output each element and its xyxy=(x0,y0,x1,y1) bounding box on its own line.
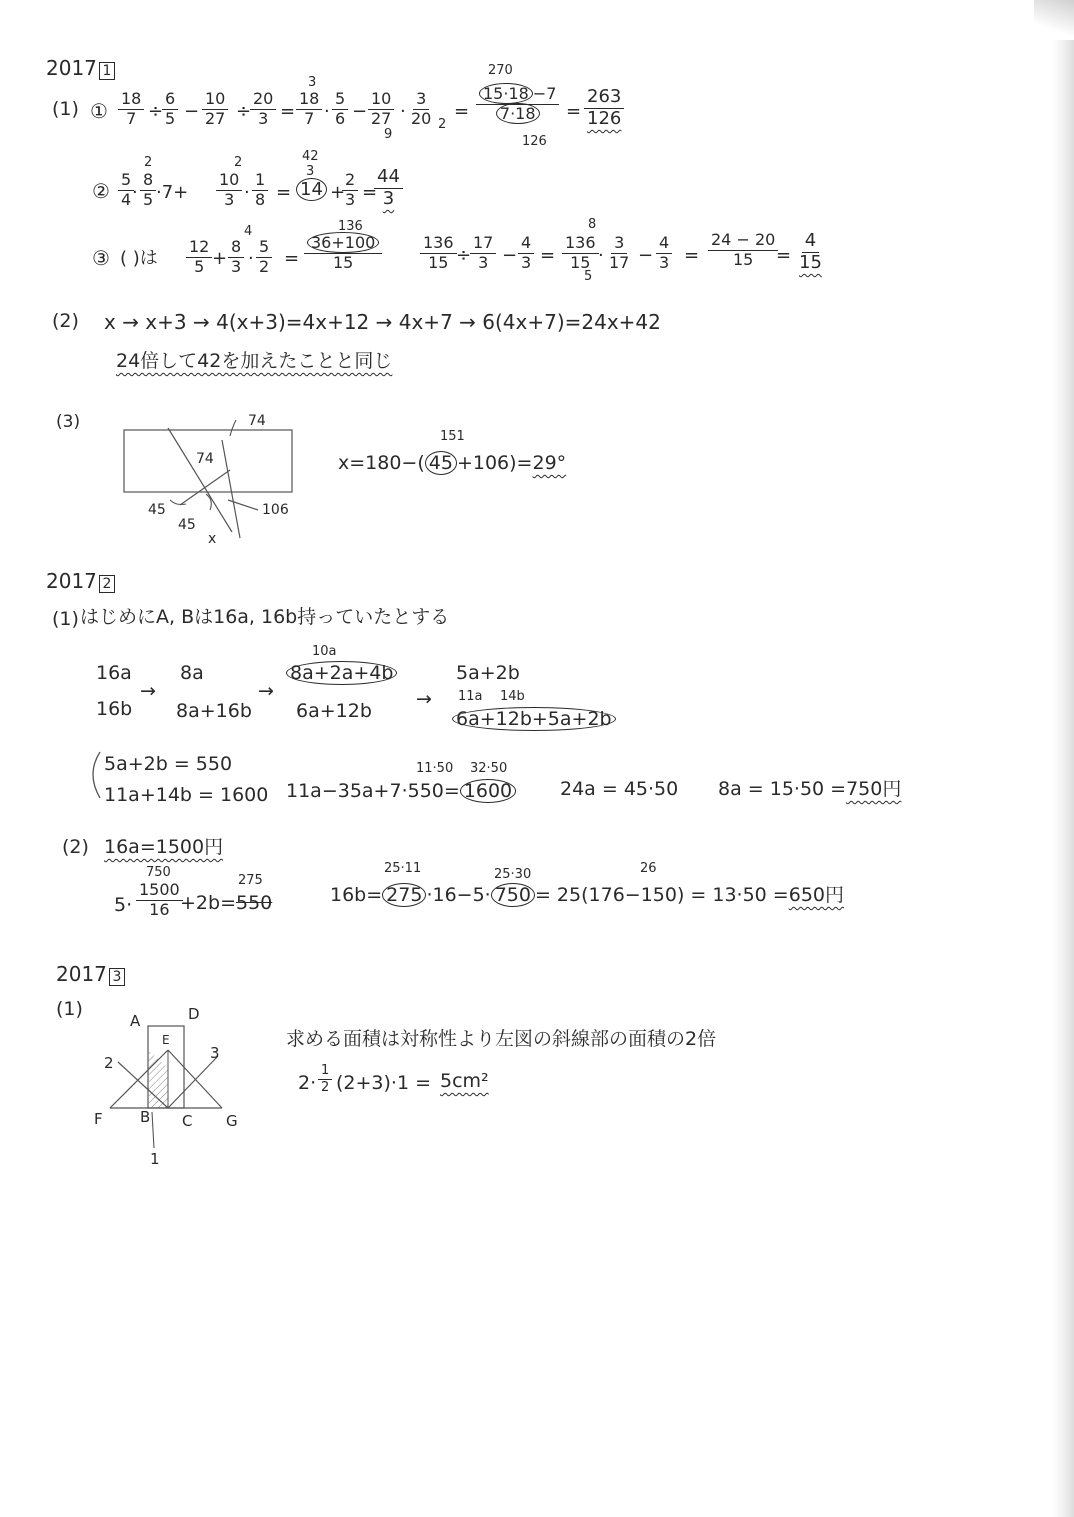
q1-c1-frac7-num: 10 xyxy=(368,91,394,110)
q1-c3-minus2: − xyxy=(638,245,654,266)
q1-part2-line: x → x+3 → 4(x+3)=4x+12 → 4x+7 → 6(4x+7)=24x+42 xyxy=(104,310,661,334)
q1-c2-top3: 3 xyxy=(306,164,315,179)
q1-c3-frac2-den: 3 xyxy=(231,256,242,276)
q1-c1-div1: ÷ xyxy=(148,101,164,122)
q3-calc-pre: 2· xyxy=(298,1072,317,1094)
q2-arrow1: → xyxy=(140,680,156,702)
q1-c3-g1-num: 136 xyxy=(420,235,457,254)
q2-calc-top2: 32·50 xyxy=(470,761,508,776)
q1-c2-eq2: = xyxy=(362,182,378,203)
q1-c2-plus: + xyxy=(330,182,346,203)
q3-fig-D: D xyxy=(188,1005,200,1023)
q1-c3-g3-num: 4 xyxy=(518,235,534,254)
q1-c3-g3-den: 3 xyxy=(521,252,532,272)
q1-c3-g5-num: 3 xyxy=(611,235,627,254)
q2-s3-a-value: 8a+2a+4b xyxy=(286,661,397,685)
q1-c2-top42: 42 xyxy=(302,149,319,164)
q3-fig-G: G xyxy=(226,1112,238,1130)
q2-calc1-text: 11a−35a+7·550= xyxy=(286,780,460,802)
q2-p2-top25-11: 25·11 xyxy=(384,861,422,876)
q2-p2-eq-c: = 25(176−150) = 13·50 = xyxy=(534,884,789,906)
q1-c3-g2-num: 17 xyxy=(470,235,496,254)
q1-c3-g2-den: 3 xyxy=(478,252,489,272)
q1-c2-frac1-den: 4 xyxy=(121,189,132,209)
q3-calc-half-num: 1 xyxy=(318,1064,332,1080)
q1-c3-eq3: = xyxy=(684,245,700,266)
q1-c1-frac4-den: 3 xyxy=(258,108,269,128)
q1-c1-answer-den: 126 xyxy=(587,107,622,129)
q2-calc3-text: 8a = 15·50 = xyxy=(718,778,847,800)
q1-c2-mark: ② xyxy=(92,179,110,203)
q3-statement: 求める面積は対称性より左図の斜線部の面積の2倍 xyxy=(286,1028,717,1050)
q2-p2-pre: 5· xyxy=(114,894,133,916)
q1-c3-frac3-num: 5 xyxy=(256,239,272,258)
q1-c1-div2: ÷ xyxy=(236,101,252,122)
q2-p2-answer: 650円 xyxy=(788,884,844,906)
q2-part1-label: (1) xyxy=(52,608,79,630)
q1-c2-frac3-num: 10 xyxy=(216,172,242,191)
q2-header-number: 2 xyxy=(99,575,115,593)
q1-c1-frac5-den: 7 xyxy=(304,108,315,128)
q1-c2-circled-value: 14 xyxy=(296,178,327,201)
q3-fig-B: B xyxy=(140,1108,151,1126)
q2-calc-top1: 11·50 xyxy=(416,761,454,776)
q2-part2-label: (2) xyxy=(62,836,89,858)
q2-p2-top750: 750 xyxy=(146,865,171,880)
q1-c1-frac2-num: 6 xyxy=(162,91,178,110)
q1-c2-eq1: = xyxy=(276,182,292,203)
fig-label-45a: 45 xyxy=(148,502,166,518)
q1-c1-frac6-den: 6 xyxy=(335,108,346,128)
q1-c3-mark: ③ xyxy=(92,246,110,270)
q3-fig-1: 1 xyxy=(150,1150,160,1168)
q1-c1-frac5-num: 18 xyxy=(296,91,322,110)
q1-c2-frac1-num: 5 xyxy=(118,172,134,191)
q1-c2-top2a: 2 xyxy=(144,155,153,170)
q1-c1-frac3-num: 10 xyxy=(202,91,228,110)
q2-p2-frac-num: 1500 xyxy=(136,882,183,901)
q3-calc-half xyxy=(318,1064,332,1094)
q1-c1-eq1: = xyxy=(280,101,296,122)
q3-header-number: 3 xyxy=(109,968,125,986)
q1-c3-minus1: − xyxy=(502,245,518,266)
q1-c3-g1-den: 15 xyxy=(428,252,449,272)
q1-c3-g6-den: 3 xyxy=(659,252,670,272)
q3-calc-mid: (2+3)·1 = xyxy=(336,1072,432,1094)
q1-c1-sub2: 2 xyxy=(438,117,447,132)
q3-fig-C: C xyxy=(182,1112,193,1130)
q1-c1-minus1: − xyxy=(184,101,200,122)
q1-c1-eq3: = xyxy=(566,101,582,122)
q2-s3-top: 10a xyxy=(312,644,337,659)
q2-s4-a: 5a+2b xyxy=(456,662,520,684)
q3-calc-answer: 5cm² xyxy=(440,1070,489,1092)
q2-p2-top25-30: 25·30 xyxy=(494,867,532,882)
q3-part1-label: (1) xyxy=(56,998,83,1020)
q1-c1-frac7-den: 27 xyxy=(371,108,392,128)
q2-p2-top26: 26 xyxy=(640,861,657,876)
q1-c3-sum-den: 15 xyxy=(332,252,354,272)
q2-header-year: 2017 xyxy=(46,569,97,593)
q1-c1-frac8-den: 20 xyxy=(411,108,432,128)
q1-c3-frac1-num: 12 xyxy=(186,239,212,258)
q2-calc3-answer: 750円 xyxy=(846,778,902,800)
q2-part1-intro: はじめにA, Bは16a, 16b持っていたとする xyxy=(80,606,450,628)
q1-c2-frac3-den: 3 xyxy=(224,189,235,209)
q1-part3-circled: 45 xyxy=(425,451,457,475)
q1-c1-big-den-circled: 7·18 xyxy=(496,103,540,124)
q1-c2-dot1: · xyxy=(132,182,138,203)
q3-header-year: 2017 xyxy=(56,962,107,986)
q1-part3-label: (3) xyxy=(56,412,81,432)
q1-c3-g7-den: 15 xyxy=(732,249,754,269)
q1-header-year: 2017 xyxy=(46,56,97,80)
q2-system-eq2: 11a+14b = 1600 xyxy=(104,784,269,806)
q1-c2-frac4-num: 1 xyxy=(252,172,268,191)
q1-c1-top270: 270 xyxy=(488,63,513,78)
q2-calc2: 24a = 45·50 xyxy=(560,778,679,800)
q1-c2-answer-num: 44 xyxy=(374,168,403,189)
q1-c1-sub126: 126 xyxy=(522,134,547,149)
q3-fig-E: E xyxy=(162,1033,170,1047)
q1-c1-big-num-circled: 15·18 xyxy=(479,83,533,104)
q1-c3-plus: + xyxy=(212,248,228,269)
q1-c3-top4: 4 xyxy=(244,224,253,239)
q3-fig-2: 2 xyxy=(104,1054,114,1072)
fig-label-74-top: 74 xyxy=(248,413,266,429)
q2-s4-top14: 14b xyxy=(500,689,525,704)
q1-c3-eq2: = xyxy=(540,245,556,266)
q1-c1-frac1-den: 7 xyxy=(126,108,137,128)
q1-c2-frac5-den: 3 xyxy=(345,189,356,209)
q1-c1-frac1-num: 18 xyxy=(118,91,144,110)
q1-c3-dot: · xyxy=(248,248,254,269)
q1-c2-dot2: ·7+ xyxy=(156,182,189,203)
q2-p2-top275: 275 xyxy=(238,873,263,888)
q1-c3-frac3-den: 2 xyxy=(259,256,270,276)
q1-part2-answer: 24倍して42を加えたことと同じ xyxy=(116,350,393,372)
q1-c3-answer-num: 4 xyxy=(802,232,819,253)
q1-c2-top2b: 2 xyxy=(234,155,243,170)
q1-part2-label: (2) xyxy=(52,310,79,332)
q2-system-eq1: 5a+2b = 550 xyxy=(104,753,233,775)
q2-s1-a: 16a xyxy=(96,662,132,684)
q1-c3-div: ÷ xyxy=(456,245,472,266)
q1-c3-eq4: = xyxy=(776,245,792,266)
q2-s4-top11: 11a xyxy=(458,689,483,704)
q1-c1-frac8-num: 3 xyxy=(413,91,429,110)
q1-c1-frac3-den: 27 xyxy=(205,108,226,128)
q1-c1-frac6-num: 5 xyxy=(332,91,348,110)
fig-leader-1 xyxy=(152,1112,154,1148)
q1-part3-answer: 29° xyxy=(532,452,567,474)
q2-s2-a: 8a xyxy=(180,662,204,684)
fig-label-106: 106 xyxy=(262,502,289,518)
q3-fig-3: 3 xyxy=(210,1044,220,1062)
q2-p2-eq-b: ·16−5· xyxy=(426,884,491,906)
q1-c3-frac1-den: 5 xyxy=(194,256,205,276)
q2-p2-550: 550 xyxy=(236,892,273,914)
q1-c1-eq2: = xyxy=(454,101,470,122)
q1-c3-answer-den: 15 xyxy=(799,251,822,273)
q1-c1-dot1: · xyxy=(324,101,330,122)
q3-fig-A: A xyxy=(130,1012,141,1030)
q2-s4-b-value: 6a+12b+5a+2b xyxy=(452,707,616,731)
fig-label-x: x xyxy=(208,531,217,547)
q2-p2-line1: 16a=1500円 xyxy=(104,836,224,858)
q1-part3-top151: 151 xyxy=(440,429,465,444)
q1-c3-g7-num: 24 − 20 xyxy=(708,232,778,251)
q2-s3-b: 6a+12b xyxy=(296,700,372,722)
q1-c3-top8: 8 xyxy=(588,217,597,232)
q1-part3-eq-start: x=180−( xyxy=(338,452,425,474)
fig-label-45b: 45 xyxy=(178,517,196,533)
q2-arrow2: → xyxy=(258,680,274,702)
q1-header-number: 1 xyxy=(99,62,115,80)
q1-c3-sum-num: 36+100 xyxy=(307,232,379,253)
q1-c3-g4-den: 15 xyxy=(570,252,591,272)
q2-p2-frac-den: 16 xyxy=(149,899,170,919)
q1-c1-mark: ① xyxy=(90,99,108,123)
fig-label-74-mid: 74 xyxy=(196,451,214,467)
q1-c2-frac5-num: 2 xyxy=(342,172,358,191)
q2-p2-circled-275: 275 xyxy=(382,883,426,907)
q3-calc-half-den: 2 xyxy=(321,1079,330,1095)
q1-c3-dot2: · xyxy=(598,245,604,266)
q1-c3-g4-num: 136 xyxy=(562,235,599,254)
q1-part3-eq-rest: +106)= xyxy=(456,452,533,474)
q1-c1-big-num-rest: −7 xyxy=(532,84,557,103)
q1-c3-top136: 136 xyxy=(338,219,363,234)
q1-c3-eq1: = xyxy=(284,248,300,269)
q1-part1-label: (1) xyxy=(52,98,79,120)
q1-c1-top3: 3 xyxy=(308,75,317,90)
q1-c2-frac4-den: 8 xyxy=(255,189,266,209)
q1-c2-frac2-den: 5 xyxy=(143,189,154,209)
q2-calc1-circled: 1600 xyxy=(460,779,516,803)
q2-p2-mid: +2b= xyxy=(180,892,236,914)
q1-c3-sub5: 5 xyxy=(584,269,593,284)
q2-s1-b: 16b xyxy=(96,698,133,720)
q2-p2-circled-750: 750 xyxy=(491,883,535,907)
q2-s2-b: 8a+16b xyxy=(176,700,252,722)
q2-p2-eq-a: 16b= xyxy=(330,884,383,906)
q1-c1-frac4-num: 20 xyxy=(250,91,276,110)
fig-line-3 xyxy=(168,1056,218,1108)
q1-c3-frac2-num: 8 xyxy=(228,239,244,258)
q1-c1-sub9: 9 xyxy=(384,127,393,142)
q1-c2-frac2-num: 8 xyxy=(140,172,156,191)
q1-c2-answer-den: 3 xyxy=(382,187,395,209)
q1-c2-dot3: · xyxy=(244,182,250,203)
q1-c1-dot2: · xyxy=(400,101,406,122)
q1-c3-g6-num: 4 xyxy=(656,235,672,254)
q1-c3-g5-den: 17 xyxy=(609,252,630,272)
q3-fig-F: F xyxy=(94,1110,103,1128)
q1-c1-frac2-den: 5 xyxy=(165,108,176,128)
q1-c3-paren: ( )は xyxy=(120,248,158,269)
q1-c1-answer-num: 263 xyxy=(584,88,624,109)
q2-arrow3: → xyxy=(416,688,432,710)
q1-c1-minus2: − xyxy=(352,101,368,122)
